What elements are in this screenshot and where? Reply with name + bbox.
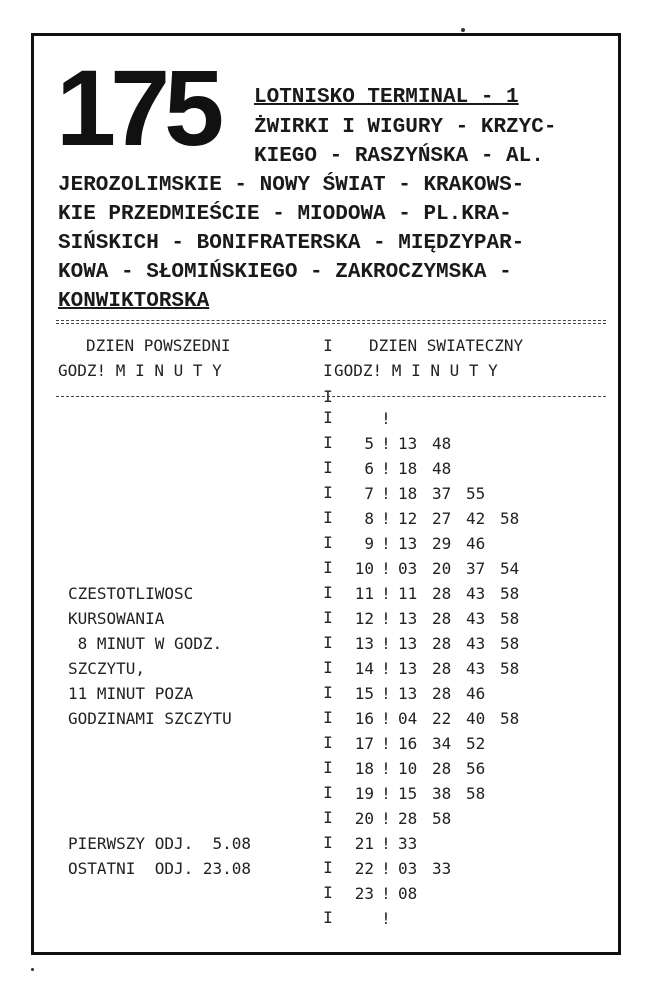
minute-value: 18 <box>398 459 418 478</box>
minute-value: 08 <box>398 884 418 903</box>
hour-separator: ! <box>381 459 391 478</box>
minute-value: 28 <box>432 759 452 778</box>
schedule-hour: 15 <box>354 684 374 703</box>
hour-separator: ! <box>381 634 391 653</box>
minute-value: 13 <box>398 659 418 678</box>
minute-value: 33 <box>398 834 418 853</box>
schedule-row <box>334 581 534 606</box>
minute-value: 13 <box>398 434 418 453</box>
minute-value: 43 <box>466 584 486 603</box>
schedule-hour: 7 <box>364 484 374 503</box>
schedule-hour: 5 <box>364 434 374 453</box>
schedule-minutes <box>398 506 534 531</box>
schedule-row <box>334 481 500 506</box>
minute-value: 29 <box>432 534 452 553</box>
minute-value: 58 <box>500 634 520 653</box>
minute-value: 13 <box>398 634 418 653</box>
minute-value: 04 <box>398 709 418 728</box>
column-separator: I <box>323 508 333 527</box>
schedule-row <box>334 631 534 656</box>
minute-value: 38 <box>432 784 452 803</box>
schedule-minutes <box>398 681 500 706</box>
schedule-hour: 18 <box>354 759 374 778</box>
column-separator: I <box>323 833 333 852</box>
minute-value: 43 <box>466 659 486 678</box>
timetable-card <box>31 33 621 955</box>
column-separator: I <box>323 483 333 502</box>
hour-separator: ! <box>381 684 391 703</box>
minute-value: 33 <box>432 859 452 878</box>
column-separator: I <box>323 683 333 702</box>
minute-value: 27 <box>432 509 452 528</box>
schedule-minutes <box>398 656 534 681</box>
minute-value: 58 <box>500 584 520 603</box>
schedule-row <box>334 706 534 731</box>
minute-value: 10 <box>398 759 418 778</box>
column-separator: I <box>323 708 333 727</box>
minute-value: 03 <box>398 859 418 878</box>
column-separator: I <box>323 387 333 406</box>
minute-value: 37 <box>432 484 452 503</box>
schedule-minutes <box>398 556 534 581</box>
column-separator: I <box>323 608 333 627</box>
hour-separator: ! <box>381 884 391 903</box>
divider-top-2 <box>56 323 606 324</box>
minute-value: 13 <box>398 609 418 628</box>
weekday-subtitle: GODZ! M I N U T Y <box>58 361 222 380</box>
hour-separator: ! <box>381 659 391 678</box>
column-separator: I <box>323 658 333 677</box>
frequency-note-line: CZESTOTLIWOSC <box>68 584 194 603</box>
hour-separator: ! <box>381 759 391 778</box>
schedule-hour: 6 <box>364 459 374 478</box>
minute-value: 58 <box>500 709 520 728</box>
schedule-minutes <box>398 781 500 806</box>
schedule-hour: 16 <box>354 709 374 728</box>
minute-value: 20 <box>432 559 452 578</box>
minute-value: 58 <box>466 784 486 803</box>
column-separator: I <box>323 733 333 752</box>
schedule-hour: 9 <box>364 534 374 553</box>
schedule-minutes <box>398 856 466 881</box>
last-departure: OSTATNI ODJ. 23.08 <box>68 859 252 878</box>
schedule-minutes <box>398 731 500 756</box>
hour-separator: ! <box>381 509 391 528</box>
schedule-hour: 19 <box>354 784 374 803</box>
holiday-subtitle: GODZ! M I N U T Y <box>334 361 498 380</box>
schedule-minutes <box>398 531 500 556</box>
schedule-row <box>334 531 500 556</box>
schedule-hour: 8 <box>364 509 374 528</box>
schedule-hour: 11 <box>354 584 374 603</box>
schedule-hour: 14 <box>354 659 374 678</box>
column-separator: I <box>323 908 333 927</box>
frequency-note-line: GODZINAMI SZCZYTU <box>68 709 232 728</box>
minute-value: 42 <box>466 509 486 528</box>
column-separator: I <box>323 858 333 877</box>
column-separator: I <box>323 433 333 452</box>
minute-value: 13 <box>398 684 418 703</box>
minute-value: 16 <box>398 734 418 753</box>
weekday-title: DZIEN POWSZEDNI <box>86 336 231 355</box>
schedule-minutes <box>398 881 432 906</box>
column-separator: I <box>323 336 333 355</box>
schedule-hour: 20 <box>354 809 374 828</box>
route-line-1: LOTNISKO TERMINAL - 1 <box>254 86 519 109</box>
schedule-minutes <box>398 456 466 481</box>
schedule-row <box>334 431 466 456</box>
hour-separator: ! <box>381 534 391 553</box>
route-line-5: KIE PRZEDMIEŚCIE - MIODOWA - PL.KRA- <box>58 203 512 226</box>
schedule-row <box>334 556 534 581</box>
schedule-minutes <box>398 631 534 656</box>
schedule-hour: 22 <box>354 859 374 878</box>
schedule-hour: 10 <box>354 559 374 578</box>
schedule-row <box>334 806 466 831</box>
hour-separator: ! <box>381 409 391 428</box>
frequency-note-line: SZCZYTU, <box>68 659 146 678</box>
minute-value: 11 <box>398 584 418 603</box>
minute-value: 58 <box>500 659 520 678</box>
minute-value: 55 <box>466 484 486 503</box>
column-separator: I <box>323 783 333 802</box>
schedule-row <box>334 406 398 431</box>
minute-value: 37 <box>466 559 486 578</box>
minute-value: 22 <box>432 709 452 728</box>
route-number: 175 <box>56 47 219 168</box>
scan-speck <box>31 968 34 971</box>
route-line-6: SIŃSKICH - BONIFRATERSKA - MIĘDZYPAR- <box>58 232 525 255</box>
schedule-minutes <box>398 581 534 606</box>
minute-value: 54 <box>500 559 520 578</box>
route-line-8: KONWIKTORSKA <box>58 290 210 313</box>
column-separator: I <box>323 633 333 652</box>
route-line-3: KIEGO - RASZYŃSKA - AL. <box>254 145 544 168</box>
schedule-minutes <box>398 756 500 781</box>
minute-value: 12 <box>398 509 418 528</box>
hour-separator: ! <box>381 559 391 578</box>
minute-value: 48 <box>432 434 452 453</box>
divider-bottom <box>56 396 606 397</box>
minute-value: 03 <box>398 559 418 578</box>
minute-value: 58 <box>500 609 520 628</box>
column-separator: I <box>323 583 333 602</box>
column-separator: I <box>323 883 333 902</box>
hour-separator: ! <box>381 434 391 453</box>
schedule-row <box>334 756 500 781</box>
column-separator: I <box>323 458 333 477</box>
hour-separator: ! <box>381 609 391 628</box>
hour-separator: ! <box>381 809 391 828</box>
schedule-hour: 23 <box>354 884 374 903</box>
schedule-minutes <box>398 481 500 506</box>
frequency-note-line: 11 MINUT POZA <box>68 684 194 703</box>
minute-value: 46 <box>466 534 486 553</box>
minute-value: 43 <box>466 609 486 628</box>
minute-value: 28 <box>398 809 418 828</box>
schedule-minutes <box>398 706 534 731</box>
minute-value: 46 <box>466 684 486 703</box>
minute-value: 15 <box>398 784 418 803</box>
schedule-hour: 21 <box>354 834 374 853</box>
column-separator: I <box>323 533 333 552</box>
minute-value: 58 <box>432 809 452 828</box>
hour-separator: ! <box>381 909 391 928</box>
schedule-hour: 17 <box>354 734 374 753</box>
minute-value: 56 <box>466 759 486 778</box>
minute-value: 34 <box>432 734 452 753</box>
minute-value: 28 <box>432 584 452 603</box>
frequency-note-line: 8 MINUT W GODZ. <box>68 634 223 653</box>
schedule-row <box>334 881 432 906</box>
schedule-row <box>334 856 466 881</box>
minute-value: 28 <box>432 609 452 628</box>
schedule-hour: 12 <box>354 609 374 628</box>
column-separator: I <box>323 361 333 380</box>
schedule-row <box>334 606 534 631</box>
route-line-7: KOWA - SŁOMIŃSKIEGO - ZAKROCZYMSKA - <box>58 261 512 284</box>
scan-speck <box>461 28 465 32</box>
schedule-row <box>334 681 500 706</box>
schedule-row <box>334 506 534 531</box>
hour-separator: ! <box>381 859 391 878</box>
hour-separator: ! <box>381 484 391 503</box>
hour-separator: ! <box>381 784 391 803</box>
schedule-minutes <box>398 606 534 631</box>
schedule-minutes <box>398 431 466 456</box>
minute-value: 28 <box>432 634 452 653</box>
schedule-row <box>334 906 398 931</box>
minute-value: 40 <box>466 709 486 728</box>
minute-value: 28 <box>432 684 452 703</box>
minute-value: 43 <box>466 634 486 653</box>
hour-separator: ! <box>381 584 391 603</box>
schedule-row <box>334 656 534 681</box>
column-separator: I <box>323 408 333 427</box>
minute-value: 58 <box>500 509 520 528</box>
schedule-minutes <box>398 806 466 831</box>
holiday-title: DZIEN SWIATECZNY <box>369 336 524 355</box>
minute-value: 13 <box>398 534 418 553</box>
divider-top <box>56 320 606 321</box>
column-separator: I <box>323 808 333 827</box>
schedule-minutes <box>398 831 432 856</box>
hour-separator: ! <box>381 709 391 728</box>
schedule-row <box>334 781 500 806</box>
hour-separator: ! <box>381 734 391 753</box>
route-line-2: ŻWIRKI I WIGURY - KRZYC- <box>254 116 557 139</box>
schedule-row <box>334 831 432 856</box>
schedule-row <box>334 731 500 756</box>
frequency-note-line: KURSOWANIA <box>68 609 165 628</box>
minute-value: 28 <box>432 659 452 678</box>
schedule-row <box>334 456 466 481</box>
first-departure: PIERWSZY ODJ. 5.08 <box>68 834 252 853</box>
column-separator: I <box>323 558 333 577</box>
schedule-hour: 13 <box>354 634 374 653</box>
minute-value: 52 <box>466 734 486 753</box>
minute-value: 18 <box>398 484 418 503</box>
hour-separator: ! <box>381 834 391 853</box>
route-line-4: JEROZOLIMSKIE - NOWY ŚWIAT - KRAKOWS- <box>58 174 525 197</box>
column-separator: I <box>323 758 333 777</box>
minute-value: 48 <box>432 459 452 478</box>
